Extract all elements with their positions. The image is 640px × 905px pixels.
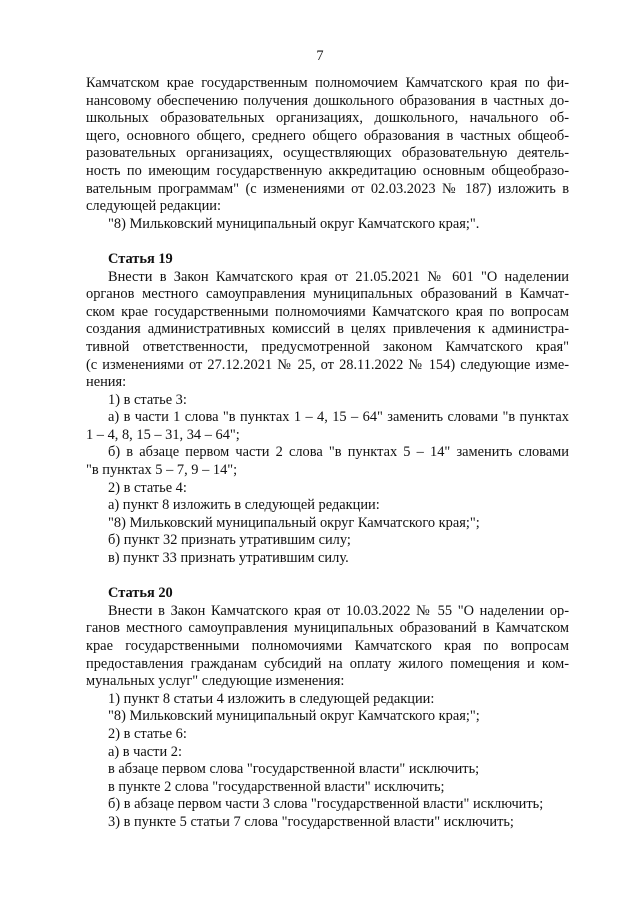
text-line: ность по имеющим государственную аккредитацию основным общеобразо-	[86, 162, 569, 179]
text-line: Камчатском крае государственным полномочием Камчатского края по фи-	[86, 75, 569, 91]
quoted-text: "8) Мильковский муниципальный округ Камчатского края;";	[108, 708, 480, 725]
text-line: крае государственными полномочиями Камчатского края по вопросам	[86, 638, 569, 654]
list-item: а) в части 1 слова "в пунктах 1 – 4, 15 – 64" заменить словами "в пунктах	[108, 409, 569, 426]
text-line: (с изменениями от 27.12.2021 № 25, от 28.11.2022 № 154) следующие изме-	[86, 356, 569, 373]
text-line: вательным программам" (с изменениями от 02.03.2023 № 187) изложить в	[86, 180, 569, 197]
text-line: школьных образовательных организациях, дошкольного, начального об-	[86, 110, 569, 127]
list-item: 1) пункт 8 статьи 4 изложить в следующей редакции:	[108, 690, 435, 707]
article-heading: Статья 19	[108, 250, 173, 267]
list-item: а) в части 2:	[108, 743, 182, 760]
page-number: 7	[316, 48, 324, 64]
list-item: в абзаце первом слова "государственной власти" исключить;	[108, 761, 480, 778]
article-19	[86, 251, 569, 568]
text-line: органов местного самоуправления муниципальных образований в Камчат-	[86, 286, 569, 303]
list-item: 2) в статье 4:	[108, 479, 187, 496]
article-heading: Статья 20	[108, 585, 173, 602]
text-line: Внести в Закон Камчатского края от 21.05.2021 № 601 "О наделении	[108, 268, 569, 285]
text-line: следующей редакции:	[86, 198, 221, 215]
text-line: щего, основного общего, среднего общего образования в частных общеоб-	[86, 127, 569, 144]
list-item: в пункте 2 слова "государственной власти" исключить;	[108, 778, 445, 795]
quoted-text: "8) Мильковский муниципальный округ Камчатского края;";	[108, 514, 480, 531]
list-item: 3) в пункте 5 статьи 7 слова "государственной власти" исключить;	[108, 813, 514, 830]
list-item: а) пункт 8 изложить в следующей редакции:	[108, 497, 380, 514]
quoted-text: "8) Мильковский муниципальный округ Камчатского края;".	[108, 215, 480, 232]
list-item: б) в абзаце первом части 2 слова "в пунктах 5 – 14" заменить словами	[108, 444, 569, 461]
text-line: тивной ответственности, предусмотренной законом Камчатского края"	[86, 338, 569, 355]
text-line: нения:	[86, 374, 127, 391]
list-item: 1) в статье 3:	[108, 391, 187, 408]
intro-paragraph	[86, 75, 569, 233]
text-line: нансовому обеспечению получения дошкольного образования в частных до-	[86, 92, 569, 109]
list-item: б) в абзаце первом части 3 слова "государственной власти" исключить;	[108, 796, 544, 813]
text-line: предоставления гражданам субсидий на оплату жилого помещения и ком-	[86, 655, 569, 672]
text-line: 1 – 4, 8, 15 – 31, 34 – 64";	[86, 426, 240, 443]
list-item: б) пункт 32 признать утратившим силу;	[108, 532, 351, 549]
text-line: разовательных организациях, осуществляющих образовательную деятель-	[86, 145, 569, 162]
text-line: мунальных услуг" следующие изменения:	[86, 673, 345, 690]
text-line: ском крае государственными полномочиями Камчатского края по вопросам	[86, 303, 569, 320]
text-line: создания административных комиссий в целях привлечения к администра-	[86, 321, 569, 338]
list-item: в) пункт 33 признать утратившим силу.	[108, 550, 349, 567]
list-item: 2) в статье 6:	[108, 725, 187, 742]
text-line: ганов местного самоуправления муниципальных образований в Камчатском	[86, 620, 569, 637]
text-line: "в пунктах 5 – 7, 9 – 14";	[86, 462, 238, 479]
article-20	[86, 585, 569, 831]
document-body	[86, 75, 569, 832]
text-line: Внести в Закон Камчатского края от 10.03.2022 № 55 "О наделении ор-	[108, 602, 569, 619]
